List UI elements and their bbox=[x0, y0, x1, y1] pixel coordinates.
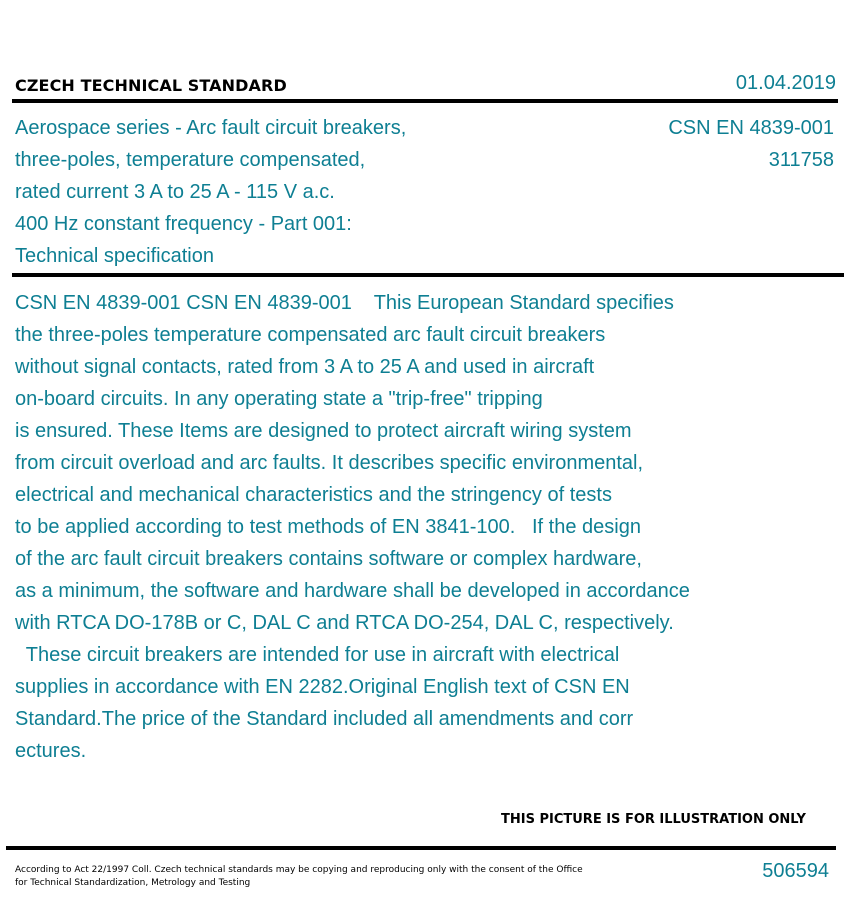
header-title: CZECH TECHNICAL STANDARD bbox=[15, 76, 287, 95]
abstract-line: from circuit overload and arc faults. It describes specific environmental, bbox=[15, 452, 644, 474]
catalog-number: 311758 bbox=[768, 149, 834, 171]
abstract-line: to be applied according to test methods of EN 3841-100. If the design bbox=[15, 516, 641, 538]
abstract-line: with RTCA DO-178B or C, DAL C and RTCA DO-254, DAL C, respectively. bbox=[15, 612, 674, 634]
standard-identifiers bbox=[668, 112, 834, 176]
abstract-line: CSN EN 4839-001 CSN EN 4839-001 This European Standard specifies bbox=[15, 292, 674, 314]
legal-line: According to Act 22/1997 Coll. Czech technical standards may be copying and reproducing only with the consent of the Office bbox=[15, 865, 583, 875]
abstract-text bbox=[15, 287, 690, 767]
abstract-line: is ensured. These Items are designed to protect aircraft wiring system bbox=[15, 420, 632, 442]
abstract-line: without signal contacts, rated from 3 A to 25 A and used in aircraft bbox=[15, 356, 595, 378]
header-divider bbox=[12, 99, 838, 103]
illustration-note: THIS PICTURE IS FOR ILLUSTRATION ONLY bbox=[501, 812, 806, 827]
title-line: three-poles, temperature compensated, bbox=[15, 149, 366, 171]
standard-code: CSN EN 4839-001 bbox=[668, 117, 834, 139]
legal-line: for Technical Standardization, Metrology and Testing bbox=[15, 878, 251, 888]
title-line: 400 Hz constant frequency - Part 001: bbox=[15, 213, 352, 235]
title-line: Aerospace series - Arc fault circuit breakers, bbox=[15, 117, 407, 139]
title-line: rated current 3 A to 25 A - 115 V a.c. bbox=[15, 181, 335, 203]
abstract-line: Standard.The price of the Standard included all amendments and corr bbox=[15, 708, 634, 730]
title-divider bbox=[12, 273, 844, 277]
abstract-line: on-board circuits. In any operating state a "trip-free" tripping bbox=[15, 388, 543, 410]
document-number: 506594 bbox=[762, 860, 829, 882]
legal-notice bbox=[15, 864, 583, 890]
footer-divider bbox=[6, 846, 836, 850]
abstract-line: as a minimum, the software and hardware shall be developed in accordance bbox=[15, 580, 690, 602]
standard-title bbox=[15, 112, 406, 272]
abstract-line: ectures. bbox=[15, 740, 87, 762]
abstract-line: These circuit breakers are intended for use in aircraft with electrical bbox=[15, 644, 620, 666]
abstract-line: supplies in accordance with EN 2282.Original English text of CSN EN bbox=[15, 676, 630, 698]
title-line: Technical specification bbox=[15, 245, 214, 267]
abstract-line: electrical and mechanical characteristics and the stringency of tests bbox=[15, 484, 612, 506]
abstract-line: of the arc fault circuit breakers contains software or complex hardware, bbox=[15, 548, 642, 570]
issue-date: 01.04.2019 bbox=[735, 72, 836, 94]
abstract-line: the three-poles temperature compensated arc fault circuit breakers bbox=[15, 324, 606, 346]
